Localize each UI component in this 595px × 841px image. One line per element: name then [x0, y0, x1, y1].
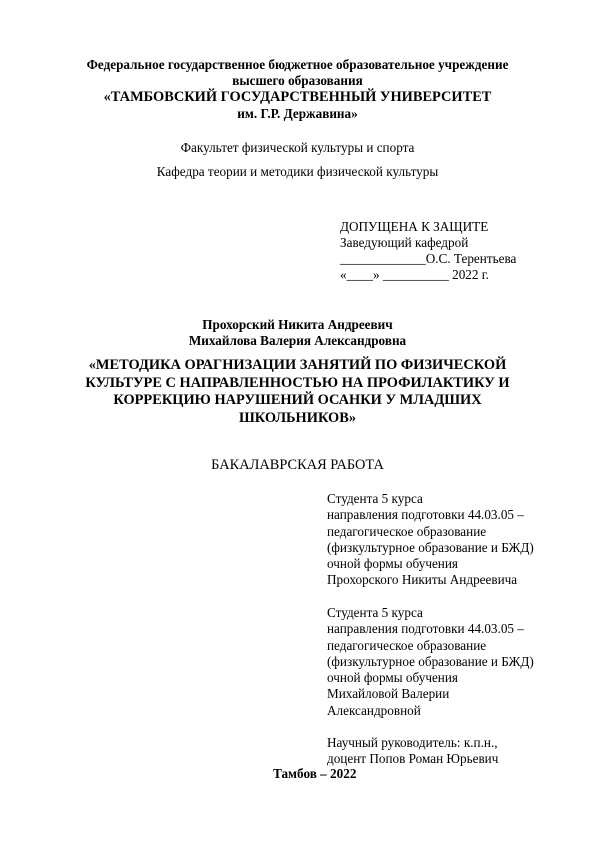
student-info-1 [327, 491, 534, 589]
header-line-2: высшего образования [232, 73, 363, 88]
authors [60, 317, 535, 349]
work-title-line: КУЛЬТУРЕ С НАПРАВЛЕННОСТЬЮ НА ПРОФИЛАКТИКУ И [85, 374, 510, 391]
approval-date: «____» __________ 2022 г. [340, 267, 489, 282]
work-type: БАКАЛАВРСКАЯ РАБОТА [211, 457, 384, 473]
supervisor-line: Научный руководитель: к.п.н., [327, 735, 498, 750]
approval-heading: ДОПУЩЕНА К ЗАЩИТЕ [340, 219, 489, 234]
student-info-line: Прохорского Никиты Андреевича [327, 572, 518, 588]
approval-signature: _____________О.С. Терентьева [340, 251, 517, 266]
student-info-2 [327, 605, 534, 719]
student-info-line: направления подготовки 44.03.05 – [327, 507, 524, 523]
author-name: Михайлова Валерия Александровна [188, 333, 407, 348]
student-info-line: педагогическое образование [327, 523, 487, 539]
work-title-line: КОРРЕКЦИЮ НАРУШЕНИЙ ОСАНКИ У МЛАДШИХ [113, 392, 482, 408]
work-title-line: ШКОЛЬНИКОВ» [238, 409, 357, 426]
student-info-line: Студента 5 курса [327, 491, 423, 506]
author-name: Прохорский Никита Андреевич [202, 317, 393, 332]
university-header [60, 57, 535, 122]
student-info-line: педагогическое образование [327, 637, 487, 653]
student-info-line: очной формы обучения [327, 670, 458, 686]
approval-role: Заведующий кафедрой [340, 235, 469, 250]
approval-block [340, 219, 516, 283]
supervisor-info [327, 735, 498, 768]
student-info-line: направления подготовки 44.03.05 – [327, 621, 524, 637]
work-title-line: «МЕТОДИКА ОРАГНИЗАЦИИ ЗАНЯТИЙ ПО ФИЗИЧЕСКОЙ [88, 357, 507, 373]
city-year: Тамбов – 2022 [273, 766, 357, 781]
student-info-line: Александровной [327, 702, 421, 718]
header-line-1: Федеральное государственное бюджетное образовательное учреждение [86, 57, 509, 72]
student-info-line: Михайловой Валерии [327, 686, 450, 702]
student-info-line: очной формы обучения [327, 556, 458, 572]
student-info-line: Студента 5 курса [327, 605, 423, 620]
department-name: Кафедра теории и методики физической культуры [156, 164, 439, 179]
faculty-name: Факультет физической культуры и спорта [180, 140, 415, 155]
work-title [60, 357, 535, 427]
supervisor-line: доцент Попов Роман Юрьевич [327, 751, 499, 767]
university-name-suffix: им. Г.Р. Державина» [237, 106, 358, 121]
university-name: «ТАМБОВСКИЙ ГОСУДАРСТВЕННЫЙ УНИВЕРСИТЕТ [103, 89, 492, 105]
student-info-line: (физкультурное образование и БЖД) [327, 539, 534, 555]
student-info-line: (физкультурное образование и БЖД) [327, 653, 534, 669]
